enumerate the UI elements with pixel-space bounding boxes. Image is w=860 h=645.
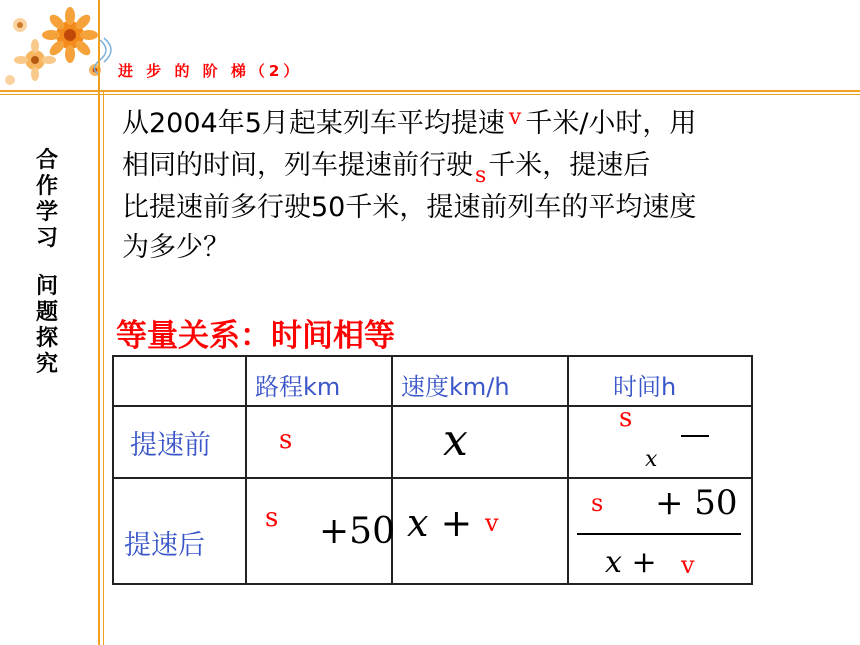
flower-1-icon xyxy=(42,7,98,63)
section-title: 进 步 的 阶 梯（2） xyxy=(118,62,303,80)
row-label-after: 提速后 xyxy=(113,478,246,584)
data-table xyxy=(112,355,753,585)
equal-relation: 等量关系：时间相等 xyxy=(116,318,395,354)
flower-3-icon xyxy=(13,18,27,32)
horizontal-rule-2 xyxy=(0,94,860,95)
cell-time-after: s + 50 x + v xyxy=(568,478,752,584)
problem-statement: 从2004年5月起某列车平均提速 $^v$ 千米/小时，用 相同的时间，列车提速前行驶$_s$千米，提速后 比提速前多行驶50千米，提速前列车的平均速度 为多少？ xyxy=(122,105,697,263)
header-speed: 速度km/h xyxy=(392,356,568,406)
header-empty xyxy=(113,356,246,406)
vertical-rule-2 xyxy=(103,90,104,645)
header-time: 时间h xyxy=(568,356,752,406)
variable-v: v xyxy=(508,105,522,130)
vertical-rule xyxy=(98,0,100,645)
cell-distance-after: s +50 xyxy=(246,478,392,584)
side-label-cooperative: 合 作 学 习 xyxy=(35,148,58,251)
variable-s: s xyxy=(475,163,487,188)
horizontal-rule xyxy=(0,90,860,92)
cell-speed-after: x + v xyxy=(392,478,568,584)
flower-2-icon xyxy=(14,39,56,81)
cell-speed-before: x xyxy=(392,406,568,478)
header-distance: 路程km xyxy=(246,356,392,406)
row-label-before: 提速前 xyxy=(113,406,246,478)
cell-distance-before: s xyxy=(246,406,392,478)
cell-time-before: s x xyxy=(568,406,752,478)
side-label-explore: 问 题 探 究 xyxy=(35,274,58,377)
